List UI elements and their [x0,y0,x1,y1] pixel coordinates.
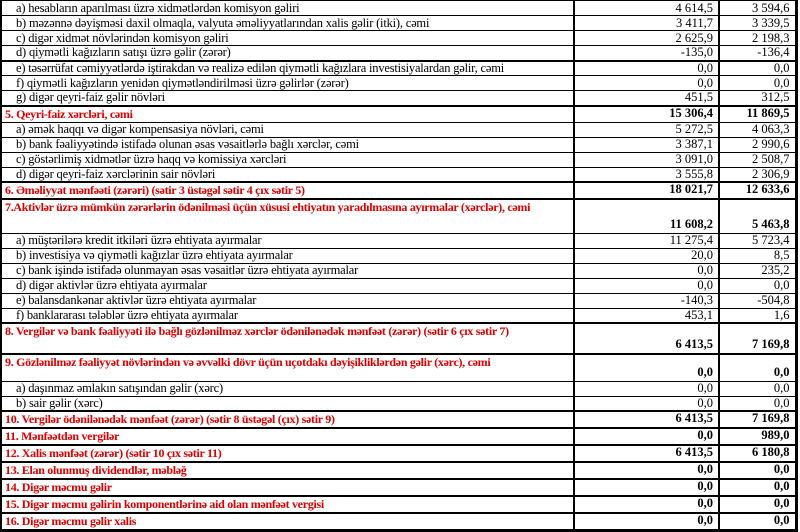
value-col1-cell: 18 021,7 [574,182,719,199]
row-label: 14. Digər məcmu gəlir [1,479,574,496]
row-label: e) təsərrüfat cəmiyyətlərdə iştirakdan və realizə edilən qiymətli kağızlara investisiyalardan gəlir, cəmi [1,61,574,76]
table-row [1,91,796,106]
value-col2-cell: -504,8 [719,293,796,308]
table-row [1,479,796,496]
table-row [1,428,796,445]
row-label: 9. Gözlənilməz fəaliyyət növlərindən və əvvəlki dövr üçün uçotdakı dəyişikliklərdən gəlir (xərc), cəmi [1,354,574,381]
value-col2-cell: 0,0 [719,354,796,381]
table-row [1,496,796,513]
value-col2-cell: 1,6 [719,308,796,323]
value-col1-cell: 0,0 [574,278,719,293]
value-col2-cell: 3 339,5 [719,16,796,31]
table-row [1,462,796,479]
value-col1-cell: 20,0 [574,248,719,263]
value-col2-cell: 11 869,5 [719,106,796,123]
table-row [1,233,796,248]
value-col2-cell: 7 169,8 [719,411,796,428]
row-label: 7.Aktivlər üzrə mümkün zərərlərin ödənilməsi üçün xüsusi ehtiyatın yaradılmasına ayırmalar (xərclər), cəmi [1,199,574,233]
row-label: c) digər xidmət növlərindən komisyon gəliri [1,31,574,46]
row-label: d) qiymətli kağızların satışı üzrə gəlir (zərər) [1,46,574,61]
value-col2-cell: 5 723,4 [719,233,796,248]
income-statement-body [1,1,796,531]
row-label: 6. Əməliyyat mənfəəti (zərəri) (sətir 3 üstəgəl sətir 4 çıx sətir 5) [1,182,574,199]
value-col2-cell: -136,4 [719,46,796,61]
value-col1-cell: 0,0 [574,396,719,411]
value-col2-cell: 0,0 [719,462,796,479]
table-row [1,16,796,31]
row-label: d) digər qeyri-faiz xərclərinin sair növləri [1,167,574,182]
row-label: b) məzənnə dəyişməsi daxil olmaqla, valyuta əməliyyatlarından xalis gəlir (itki), cəmi [1,16,574,31]
row-label: 15. Digər məcmu gəlirin komponentlərinə aid olan mənfəət vergisi [1,496,574,513]
row-label: 8. Vergilər və bank fəaliyyəti ilə bağlı gözlənilməz xərclər ödənilənədək mənfəət (zərər) (sətir 6 çıx sətir 7) [1,323,574,354]
value-col1-cell: 0,0 [574,462,719,479]
value-col1-cell: 6 413,5 [574,411,719,428]
value-col2-cell: 235,2 [719,263,796,278]
value-col1-cell: 0,0 [574,263,719,278]
value-col1-cell: 4 614,5 [574,1,719,16]
value-col2-cell: 2 306,9 [719,167,796,182]
table-row [1,137,796,152]
value-col2-cell: 3 594,6 [719,1,796,16]
value-col1-cell: 0,0 [574,61,719,76]
value-col1-cell: 6 413,5 [574,323,719,354]
value-col2-cell: 6 180,8 [719,445,796,462]
row-label: 12. Xalis mənfəət (zərər) (sətir 10 çıx sətir 11) [1,445,574,462]
table-row [1,445,796,462]
row-label: a) daşınmaz əmlakın satışından gəlir (xərc) [1,381,574,396]
value-col1-cell: 0,0 [574,354,719,381]
value-col2-cell: 2 198,3 [719,31,796,46]
row-label: a) əmək haqqı və digər kompensasiya növləri, cəmi [1,122,574,137]
table-row [1,293,796,308]
table-row [1,152,796,167]
row-label: b) sair gəlir (xərc) [1,396,574,411]
value-col1-cell: -135,0 [574,46,719,61]
table-row [1,354,796,381]
row-label: c) göstərlimiş xidmətlər üzrə haqq və komissiya xərcləri [1,152,574,167]
table-row [1,106,796,123]
value-col2-cell: 2 508,7 [719,152,796,167]
value-col2-cell: 2 990,6 [719,137,796,152]
value-col1-cell: 453,1 [574,308,719,323]
table-row [1,308,796,323]
value-col1-cell: 3 387,1 [574,137,719,152]
value-col2-cell: 4 063,3 [719,122,796,137]
value-col2-cell: 0,0 [719,76,796,91]
value-col1-cell: 3 091,0 [574,152,719,167]
value-col2-cell: 989,0 [719,428,796,445]
value-col1-cell: 0,0 [574,513,719,531]
value-col1-cell: 11 275,4 [574,233,719,248]
table-row [1,199,796,233]
value-col1-cell: 15 306,4 [574,106,719,123]
value-col1-cell: 0,0 [574,496,719,513]
row-label: e) balansdankənar aktivlər üzrə ehtiyata ayırmalar [1,293,574,308]
table-row [1,122,796,137]
value-col1-cell: 451,5 [574,91,719,106]
value-col2-cell: 5 463,8 [719,199,796,233]
value-col1-cell: -140,3 [574,293,719,308]
value-col1-cell: 0,0 [574,479,719,496]
table-row [1,1,796,16]
table-row [1,396,796,411]
row-label: 11. Mənfəətdən vergilər [1,428,574,445]
table-row [1,61,796,76]
value-col1-cell: 0,0 [574,381,719,396]
value-col1-cell: 5 272,5 [574,122,719,137]
row-label: 13. Elan olunmuş dividendlər, məbləğ [1,462,574,479]
value-col1-cell: 2 625,9 [574,31,719,46]
row-label: b) investisiya və qiymətli kağızlar üzrə ehtiyata ayırmalar [1,248,574,263]
row-label: 16. Digər məcmu gəlir xalis [1,513,574,531]
value-col2-cell: 0,0 [719,61,796,76]
row-label: f) banklararası tələblər üzrə ehtiyata ayırmalar [1,308,574,323]
table-row [1,381,796,396]
value-col1-cell: 3 411,7 [574,16,719,31]
value-col2-cell: 0,0 [719,496,796,513]
value-col1-cell: 3 555,8 [574,167,719,182]
value-col2-cell: 0,0 [719,278,796,293]
table-row [1,263,796,278]
table-row [1,411,796,428]
value-col1-cell: 11 608,2 [574,199,719,233]
value-col2-cell: 8,5 [719,248,796,263]
row-label: a) müştərilərə kredit itkiləri üzrə ehtiyata ayırmalar [1,233,574,248]
value-col2-cell: 0,0 [719,381,796,396]
table-row [1,76,796,91]
row-label: c) bank işində istifadə olunmayan əsas vəsaitlər üzrə ehtiyata ayırmalar [1,263,574,278]
value-col2-cell: 12 633,6 [719,182,796,199]
row-label: f) qiymətli kağızların yenidən qiymətləndirilməsi üzrə gəlirlər (zərər) [1,76,574,91]
value-col2-cell: 0,0 [719,479,796,496]
table-row [1,167,796,182]
row-label: b) bank fəaliyyətində istifadə olunan əsas vəsaitlərlə bağlı xərclər, cəmi [1,137,574,152]
table-row [1,278,796,293]
row-label: 10. Vergilər ödənilənədək mənfəət (zərər) (sətir 8 üstəgəl (çıx) sətir 9) [1,411,574,428]
value-col1-cell: 6 413,5 [574,445,719,462]
table-row [1,31,796,46]
table-row [1,182,796,199]
row-label: a) hesabların aparılması üzrə xidmətlərdən komisyon gəliri [1,1,574,16]
value-col1-cell: 0,0 [574,76,719,91]
row-label: g) digər qeyri-faiz gəlir növləri [1,91,574,106]
row-label: d) digər aktivlər üzrə ehtiyata ayırmalar [1,278,574,293]
value-col2-cell: 7 169,8 [719,323,796,354]
value-col2-cell: 312,5 [719,91,796,106]
value-col2-cell: 0,0 [719,513,796,531]
value-col1-cell: 0,0 [574,428,719,445]
table-row [1,323,796,354]
table-row [1,46,796,61]
value-col2-cell: 0,0 [719,396,796,411]
table-row [1,248,796,263]
row-label: 5. Qeyri-faiz xərcləri, cəmi [1,106,574,123]
